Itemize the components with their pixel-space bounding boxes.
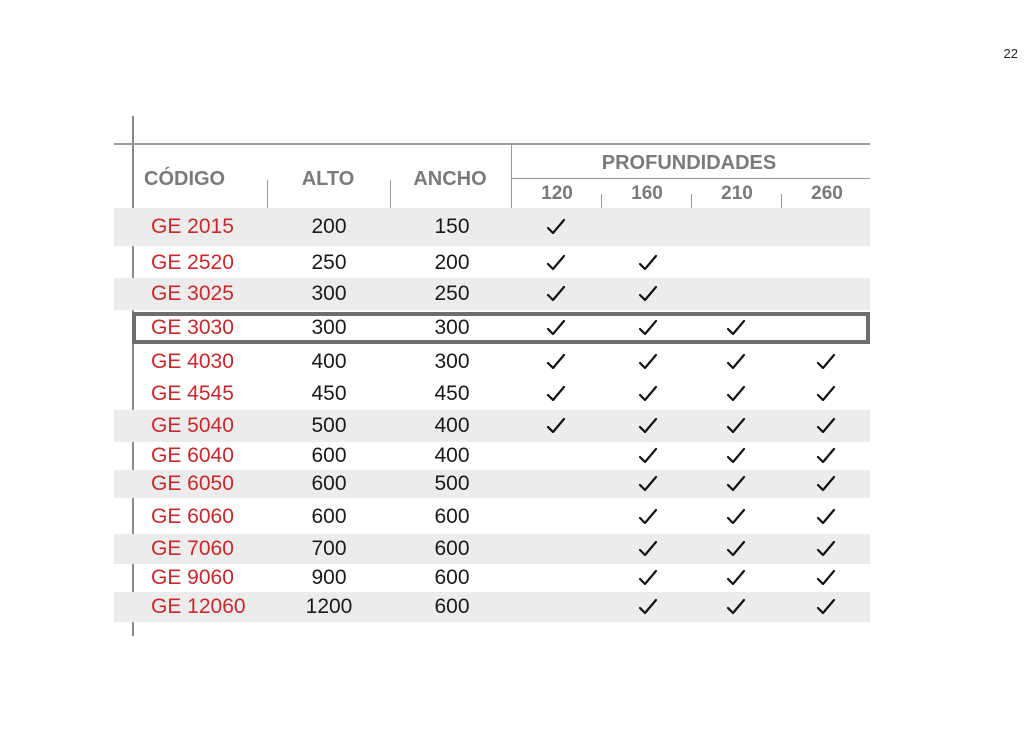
checkmark-icon <box>541 208 571 246</box>
checkmark-icon <box>541 410 571 442</box>
alto-value: 700 <box>311 537 347 560</box>
checkmark-icon <box>811 442 841 470</box>
alto-value: 300 <box>311 316 347 339</box>
column-separator <box>390 180 391 208</box>
checkmark-icon <box>633 564 663 592</box>
product-code: GE 2015 <box>151 215 234 238</box>
product-code: GE 2520 <box>151 251 234 274</box>
header-depth-260: 260 <box>811 183 843 204</box>
alto-value: 600 <box>311 444 347 467</box>
checkmark-icon <box>811 410 841 442</box>
column-separator <box>781 194 782 208</box>
checkmark-icon <box>721 592 751 622</box>
checkmark-icon <box>811 500 841 534</box>
header-depth-160: 160 <box>631 183 663 204</box>
table-row <box>114 592 870 622</box>
alto-value: 600 <box>311 505 347 528</box>
header-codigo: CÓDIGO <box>144 168 226 190</box>
alto-value: 450 <box>311 382 347 405</box>
product-code: GE 4030 <box>151 350 234 373</box>
product-code: GE 7060 <box>151 537 234 560</box>
alto-value: 900 <box>311 566 347 589</box>
table-row <box>114 378 870 410</box>
checkmark-icon <box>633 534 663 564</box>
ancho-value: 300 <box>434 316 470 339</box>
depths-subheader-rule <box>511 178 870 179</box>
checkmark-icon <box>633 470 663 498</box>
product-code: GE 12060 <box>151 595 246 618</box>
table-row <box>132 312 870 344</box>
checkmark-icon <box>633 346 663 378</box>
ancho-value: 600 <box>434 566 470 589</box>
ancho-value: 400 <box>434 414 470 437</box>
checkmark-icon <box>721 564 751 592</box>
checkmark-icon <box>633 248 663 278</box>
product-code: GE 3030 <box>151 316 234 339</box>
column-separator <box>601 194 602 208</box>
checkmark-icon <box>811 534 841 564</box>
table-row <box>114 278 870 310</box>
table-row <box>114 346 870 378</box>
checkmark-icon <box>811 346 841 378</box>
page-number: 22 <box>1003 46 1018 61</box>
checkmark-icon <box>633 278 663 310</box>
table-row <box>114 442 870 470</box>
alto-value: 300 <box>311 282 347 305</box>
ancho-value: 150 <box>434 215 470 238</box>
product-code: GE 6050 <box>151 472 234 495</box>
alto-value: 1200 <box>305 595 353 618</box>
header-depth-120: 120 <box>541 183 573 204</box>
alto-value: 500 <box>311 414 347 437</box>
checkmark-icon <box>633 442 663 470</box>
checkmark-icon <box>541 278 571 310</box>
checkmark-icon <box>721 346 751 378</box>
checkmark-icon <box>811 378 841 410</box>
column-separator <box>511 144 512 208</box>
checkmark-icon <box>633 378 663 410</box>
checkmark-icon <box>633 410 663 442</box>
header-ancho: ANCHO <box>413 168 487 190</box>
product-code: GE 5040 <box>151 414 234 437</box>
table-row <box>114 410 870 442</box>
table-row <box>114 534 870 564</box>
column-separator <box>691 194 692 208</box>
checkmark-icon <box>721 500 751 534</box>
ancho-value: 400 <box>434 444 470 467</box>
table-row <box>114 470 870 498</box>
checkmark-icon <box>811 470 841 498</box>
alto-value: 200 <box>311 215 347 238</box>
product-code: GE 6040 <box>151 444 234 467</box>
product-code: GE 9060 <box>151 566 234 589</box>
product-table <box>114 116 870 638</box>
header-depth-210: 210 <box>721 183 753 204</box>
checkmark-icon <box>721 470 751 498</box>
header-alto: ALTO <box>301 168 355 190</box>
ancho-value: 450 <box>434 382 470 405</box>
checkmark-icon <box>721 410 751 442</box>
column-separator <box>267 180 268 208</box>
table-row <box>114 500 870 534</box>
checkmark-icon <box>721 316 751 340</box>
ancho-value: 600 <box>434 537 470 560</box>
alto-value: 400 <box>311 350 347 373</box>
ancho-value: 600 <box>434 505 470 528</box>
alto-value: 600 <box>311 472 347 495</box>
product-code: GE 4545 <box>151 382 234 405</box>
ancho-value: 300 <box>434 350 470 373</box>
checkmark-icon <box>721 534 751 564</box>
checkmark-icon <box>633 316 663 340</box>
ancho-value: 250 <box>434 282 470 305</box>
table-row <box>114 248 870 278</box>
table-row <box>114 208 870 246</box>
alto-value: 250 <box>311 251 347 274</box>
checkmark-icon <box>541 346 571 378</box>
checkmark-icon <box>541 248 571 278</box>
checkmark-icon <box>811 564 841 592</box>
checkmark-icon <box>633 592 663 622</box>
ancho-value: 600 <box>434 595 470 618</box>
checkmark-icon <box>633 500 663 534</box>
header-profundidades: PROFUNDIDADES <box>601 152 777 174</box>
checkmark-icon <box>721 442 751 470</box>
table-top-rule <box>114 143 870 145</box>
product-code: GE 6060 <box>151 505 234 528</box>
product-code: GE 3025 <box>151 282 234 305</box>
checkmark-icon <box>811 592 841 622</box>
checkmark-icon <box>541 378 571 410</box>
checkmark-icon <box>721 378 751 410</box>
ancho-value: 500 <box>434 472 470 495</box>
checkmark-icon <box>541 316 571 340</box>
ancho-value: 200 <box>434 251 470 274</box>
table-row <box>114 564 870 592</box>
